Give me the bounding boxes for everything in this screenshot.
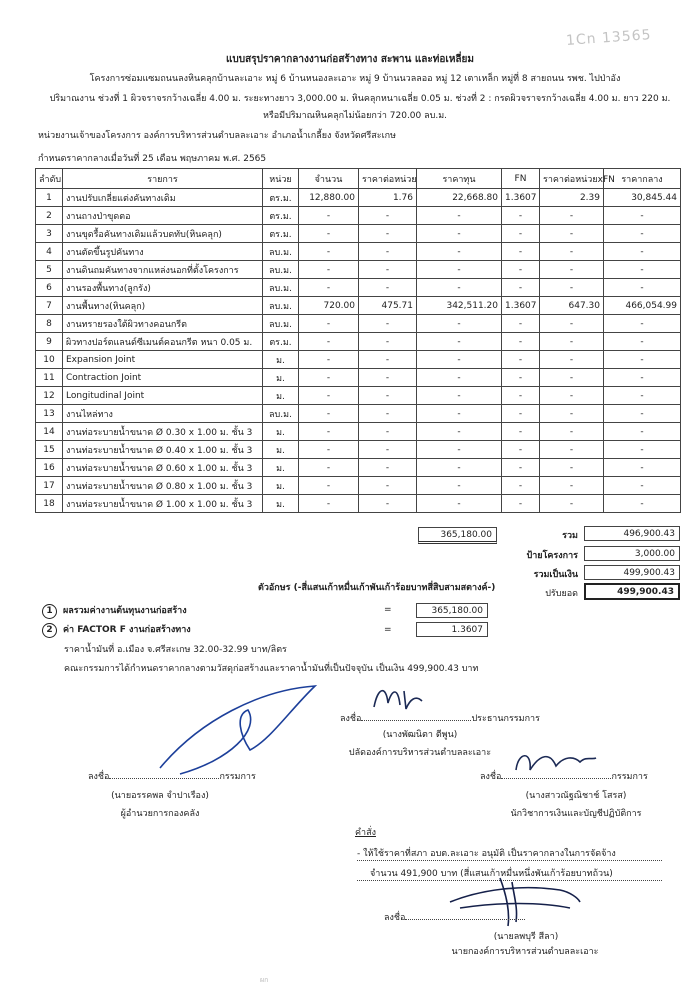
table-cell: - xyxy=(359,315,417,333)
executive-sign-line: ลงชื่อ xyxy=(384,910,525,924)
column-header: จำนวน xyxy=(299,169,359,189)
table-cell: - xyxy=(502,387,540,405)
table-cell: 16 xyxy=(36,459,63,477)
table-cell: - xyxy=(359,441,417,459)
table-row xyxy=(36,333,681,351)
table-cell: - xyxy=(540,369,604,387)
right-signer-name: (นางสาวณัฐณิชาช์ โสรส) xyxy=(525,791,627,801)
table-row xyxy=(36,225,681,243)
table-cell: ตร.ม. xyxy=(263,207,299,225)
table-cell: - xyxy=(502,261,540,279)
table-row xyxy=(36,405,681,423)
table-cell: - xyxy=(417,441,502,459)
column-header: รายการ xyxy=(63,169,263,189)
column-header: ราคาต่อหน่วยxFN xyxy=(540,169,604,189)
table-cell: - xyxy=(299,459,359,477)
price-date: กำหนดราคากลางเมื่อวันที่ 25 เดือน พฤษภาคม พ.ศ. 2565 xyxy=(38,154,267,164)
table-cell: งานท่อระบายน้ำขนาด Ø 0.60 x 1.00 ม. ชั้น 3 xyxy=(63,459,263,477)
table-cell: - xyxy=(417,369,502,387)
right-sign-line: ลงชื่อ กรรมการ xyxy=(480,772,648,782)
table-cell: ม. xyxy=(263,351,299,369)
table-row xyxy=(36,387,681,405)
table-cell: - xyxy=(299,333,359,351)
table-cell: - xyxy=(540,279,604,297)
document-title: แบบสรุปราคากลางงานก่อสร้างทาง สะพาน และท่อเหลี่ยม xyxy=(225,54,474,65)
table-cell: ลบ.ม. xyxy=(263,261,299,279)
table-cell: ม. xyxy=(263,387,299,405)
chair-position: ปลัดองค์การบริหารส่วนตำบลละเอาะ xyxy=(348,748,492,758)
table-cell: - xyxy=(417,423,502,441)
grand-label: รวมเป็นเงิน xyxy=(533,570,578,580)
table-cell: - xyxy=(359,261,417,279)
summary-eq-1: = xyxy=(384,605,392,615)
table-cell: - xyxy=(417,495,502,513)
table-cell: - xyxy=(359,477,417,495)
table-cell: - xyxy=(540,477,604,495)
round-value: 499,900.43 xyxy=(584,583,680,600)
table-cell: 10 xyxy=(36,351,63,369)
table-cell: - xyxy=(417,477,502,495)
table-row xyxy=(36,243,681,261)
table-cell: 647.30 xyxy=(540,297,604,315)
quantity-line-1: ปริมาณงาน ช่วงที่ 1 ผิวจราจรกว้างเฉลี่ย 4.00 ม. ระยะทางยาว 3,000.00 ม. หินคลุกหนาเฉลี่ย 0.05 ม. ช่วงที่ 2 : กรดผิวจราจรกว้างเฉลี่ย 4.00 ม. ยาว 220 ม. xyxy=(49,94,671,104)
table-cell: - xyxy=(540,333,604,351)
table-cell: - xyxy=(604,207,681,225)
table-cell: 342,511.20 xyxy=(417,297,502,315)
table-cell: 30,845.44 xyxy=(604,189,681,207)
table-cell: - xyxy=(417,261,502,279)
table-cell: งานทรายรองใต้ผิวทางคอนกรีต xyxy=(63,315,263,333)
table-cell: - xyxy=(604,495,681,513)
committee-note: คณะกรรมการได้กำหนดราคากลางตามวัสดุก่อสร้างและราคาน้ำมันที่เป็นปัจจุบัน เป็นเงิน 499,900.43 บาท xyxy=(64,664,479,674)
table-cell: 7 xyxy=(36,297,63,315)
table-row xyxy=(36,279,681,297)
table-cell: 12,880.00 xyxy=(299,189,359,207)
table-cell: - xyxy=(604,387,681,405)
table-cell: - xyxy=(540,351,604,369)
table-cell: ลบ.ม. xyxy=(263,279,299,297)
total-value: 496,900.43 xyxy=(584,526,680,541)
signature-chair xyxy=(368,681,428,715)
table-cell: - xyxy=(604,459,681,477)
table-cell: - xyxy=(502,333,540,351)
summary-item-1: 1 ผลรวมค่างานต้นทุนงานก่อสร้าง xyxy=(42,603,187,619)
table-cell: ผิวทางปอร์ตแลนด์ซีเมนต์คอนกรีต หนา 0.05 ม. xyxy=(63,333,263,351)
table-cell: - xyxy=(299,243,359,261)
table-cell: - xyxy=(299,369,359,387)
footer-mark: ผก xyxy=(260,976,269,984)
table-cell: งานพื้นทาง(หินคลุก) xyxy=(63,297,263,315)
table-cell: 12 xyxy=(36,387,63,405)
table-cell: - xyxy=(604,441,681,459)
table-cell: งานท่อระบายน้ำขนาด Ø 0.80 x 1.00 ม. ชั้น 3 xyxy=(63,477,263,495)
table-cell: - xyxy=(359,243,417,261)
order-line-1: - ให้ใช้ราคาที่สภา อบต.ละเอาะ อนุมัติ เป็นราคากลางในการจัดจ้าง xyxy=(357,849,616,859)
table-cell: 17 xyxy=(36,477,63,495)
table-cell: Longitudinal Joint xyxy=(63,387,263,405)
sign-label: ป้ายโครงการ xyxy=(526,551,578,561)
table-cell: - xyxy=(299,423,359,441)
table-cell: - xyxy=(604,261,681,279)
table-row xyxy=(36,495,681,513)
table-row xyxy=(36,207,681,225)
table-row xyxy=(36,459,681,477)
table-cell: - xyxy=(540,315,604,333)
order-title: คำสั่ง xyxy=(355,828,376,838)
table-cell: - xyxy=(417,207,502,225)
summary-value-1: 365,180.00 xyxy=(416,603,488,618)
cost-sum-box: 365,180.00 xyxy=(418,527,497,544)
chair-sign-line: ลงชื่อ ประธานกรรมการ xyxy=(340,714,540,724)
chair-name: (นางพัฒนิตา ตีพูน) xyxy=(382,730,458,740)
table-cell: ม. xyxy=(263,477,299,495)
table-cell: 4 xyxy=(36,243,63,261)
table-cell: - xyxy=(502,207,540,225)
table-cell: Expansion Joint xyxy=(63,351,263,369)
table-cell: 14 xyxy=(36,423,63,441)
table-row xyxy=(36,315,681,333)
table-cell: ตร.ม. xyxy=(263,333,299,351)
table-cell: - xyxy=(299,477,359,495)
table-cell: 2 xyxy=(36,207,63,225)
table-cell: งานขุดรื้อคันทางเดิมแล้วบดทับ(หินคลุก) xyxy=(63,225,263,243)
table-cell: - xyxy=(417,243,502,261)
table-cell: ม. xyxy=(263,459,299,477)
table-cell: ตร.ม. xyxy=(263,225,299,243)
column-header: หน่วย xyxy=(263,169,299,189)
oil-price-note: ราคาน้ำมันที่ อ.เมือง จ.ศรีสะเกษ 32.00-32.99 บาท/ลิตร xyxy=(64,645,287,655)
table-row xyxy=(36,477,681,495)
column-header: ลำดับ xyxy=(36,169,63,189)
table-cell: - xyxy=(540,207,604,225)
order-line-2: จำนวน 491,900 บาท (สี่แสนเก้าหมื่นหนึ่งพันเก้าร้อยบาทถ้วน) xyxy=(370,869,613,879)
table-cell: - xyxy=(502,423,540,441)
cost-table xyxy=(35,168,681,513)
table-cell: - xyxy=(417,279,502,297)
table-row xyxy=(36,423,681,441)
table-cell: - xyxy=(604,225,681,243)
table-cell: - xyxy=(359,369,417,387)
table-cell: - xyxy=(502,243,540,261)
table-cell: - xyxy=(540,441,604,459)
table-cell: 466,054.99 xyxy=(604,297,681,315)
table-cell: งานท่อระบายน้ำขนาด Ø 1.00 x 1.00 ม. ชั้น 3 xyxy=(63,495,263,513)
table-cell: - xyxy=(540,405,604,423)
left-sign-line: ลงชื่อ กรรมการ xyxy=(88,772,256,782)
table-cell: - xyxy=(502,351,540,369)
table-cell: - xyxy=(359,423,417,441)
table-cell: ลบ.ม. xyxy=(263,297,299,315)
table-cell: - xyxy=(359,333,417,351)
table-cell: - xyxy=(604,369,681,387)
table-cell: - xyxy=(417,351,502,369)
executive-name: (นายลพบุรี สีลา) xyxy=(493,932,559,942)
table-cell: 1 xyxy=(36,189,63,207)
table-cell: - xyxy=(299,495,359,513)
column-header: ราคากลาง xyxy=(604,169,681,189)
table-cell: ลบ.ม. xyxy=(263,243,299,261)
number-circle: 1 xyxy=(42,604,57,619)
table-cell: - xyxy=(359,387,417,405)
left-signer-position: ผู้อำนวยการกองคลัง xyxy=(120,809,200,819)
table-cell: งานไหล่ทาง xyxy=(63,405,263,423)
table-cell: 1.3607 xyxy=(502,189,540,207)
table-cell: ลบ.ม. xyxy=(263,315,299,333)
table-cell: - xyxy=(359,459,417,477)
table-cell: 1.76 xyxy=(359,189,417,207)
column-header: FN xyxy=(502,169,540,189)
table-row xyxy=(36,189,681,207)
table-cell: 475.71 xyxy=(359,297,417,315)
table-cell: - xyxy=(299,351,359,369)
table-cell: ม. xyxy=(263,423,299,441)
table-row xyxy=(36,297,681,315)
table-cell: 3 xyxy=(36,225,63,243)
table-cell: - xyxy=(359,405,417,423)
quantity-line-2: หรือมีปริมาณหินคลุกไม่น้อยกว่า 720.00 ลบ.ม. xyxy=(263,111,447,121)
column-header: ราคาต่อหน่วย xyxy=(359,169,417,189)
table-cell: - xyxy=(540,459,604,477)
table-cell: งานถางป่าขุดตอ xyxy=(63,207,263,225)
table-cell: 6 xyxy=(36,279,63,297)
table-cell: - xyxy=(299,387,359,405)
table-cell: 11 xyxy=(36,369,63,387)
table-cell: - xyxy=(359,207,417,225)
table-cell: - xyxy=(502,279,540,297)
left-signer-name: (นายอรรคพล จำปาเรือง) xyxy=(111,791,209,801)
table-cell: - xyxy=(540,243,604,261)
table-cell: - xyxy=(299,405,359,423)
table-cell: - xyxy=(299,441,359,459)
table-row xyxy=(36,261,681,279)
table-cell: งานรองพื้นทาง(ลูกรัง) xyxy=(63,279,263,297)
table-cell: 9 xyxy=(36,333,63,351)
project-name: โครงการซ่อมแซมถนนลงหินคลุกบ้านละเอาะ หมู่ 6 บ้านหนองละเอาะ หมู่ 9 บ้านนวลลออ หมู่ 12 เตาเหล็ก หมู่ที่ 8 สายถนน รพช. ไปป่าอัง xyxy=(89,74,621,84)
table-cell: - xyxy=(299,261,359,279)
table-cell: - xyxy=(604,243,681,261)
table-cell: - xyxy=(417,315,502,333)
right-signer-position: นักวิชาการเงินและบัญชีปฏิบัติการ xyxy=(510,809,642,819)
table-cell: - xyxy=(502,369,540,387)
table-cell: - xyxy=(299,279,359,297)
table-cell: - xyxy=(417,387,502,405)
table-cell: - xyxy=(540,261,604,279)
table-cell: - xyxy=(502,405,540,423)
table-cell: - xyxy=(359,225,417,243)
table-cell: 8 xyxy=(36,315,63,333)
signature-scribble-left xyxy=(140,680,340,780)
table-cell: 22,668.80 xyxy=(417,189,502,207)
summary-item-2: 2 ค่า FACTOR F งานก่อสร้างทาง xyxy=(42,622,191,638)
table-cell: - xyxy=(604,333,681,351)
round-label: ปรับยอด xyxy=(545,589,578,599)
table-cell: 720.00 xyxy=(299,297,359,315)
table-cell: - xyxy=(502,495,540,513)
table-cell: - xyxy=(299,315,359,333)
table-cell: - xyxy=(299,225,359,243)
grand-value: 499,900.43 xyxy=(584,565,680,580)
table-cell: - xyxy=(417,333,502,351)
table-cell: - xyxy=(604,423,681,441)
table-cell: - xyxy=(417,225,502,243)
executive-position: นายกองค์การบริหารส่วนตำบลละเอาะ xyxy=(451,947,599,957)
table-cell: - xyxy=(502,477,540,495)
table-row xyxy=(36,441,681,459)
table-cell: งานท่อระบายน้ำขนาด Ø 0.30 x 1.00 ม. ชั้น 3 xyxy=(63,423,263,441)
table-cell: ม. xyxy=(263,441,299,459)
table-cell: ม. xyxy=(263,369,299,387)
amount-in-words: ตัวอักษร (-สี่แสนเก้าหมื่นเก้าพันเก้าร้อยบาทสี่สิบสามสตางค์-) xyxy=(258,583,496,593)
table-cell: งานปรับเกลี่ยแต่งคันทางเดิม xyxy=(63,189,263,207)
table-cell: - xyxy=(604,477,681,495)
total-label: รวม xyxy=(562,531,578,541)
table-cell: - xyxy=(417,405,502,423)
table-cell: - xyxy=(502,225,540,243)
table-cell: - xyxy=(417,459,502,477)
table-cell: - xyxy=(604,351,681,369)
table-cell: - xyxy=(540,387,604,405)
table-cell: ลบ.ม. xyxy=(263,405,299,423)
table-row xyxy=(36,351,681,369)
table-cell: ตร.ม. xyxy=(263,189,299,207)
table-cell: 15 xyxy=(36,441,63,459)
column-header: ราคาทุน xyxy=(417,169,502,189)
number-circle: 2 xyxy=(42,623,57,638)
table-cell: - xyxy=(359,495,417,513)
table-cell: - xyxy=(604,279,681,297)
summary-eq-2: = xyxy=(384,625,392,635)
table-cell: งานตัดขึ้นรูปคันทาง xyxy=(63,243,263,261)
table-cell: 5 xyxy=(36,261,63,279)
table-cell: - xyxy=(502,315,540,333)
table-header-row xyxy=(36,169,681,189)
table-cell: - xyxy=(540,225,604,243)
table-cell: - xyxy=(540,423,604,441)
table-cell: 13 xyxy=(36,405,63,423)
table-cell: งานท่อระบายน้ำขนาด Ø 0.40 x 1.00 ม. ชั้น 3 xyxy=(63,441,263,459)
table-cell: ม. xyxy=(263,495,299,513)
table-cell: 1.3607 xyxy=(502,297,540,315)
table-cell: - xyxy=(502,459,540,477)
handwritten-stamp: 1Cn 13565 xyxy=(565,27,653,49)
table-row xyxy=(36,369,681,387)
table-cell: 18 xyxy=(36,495,63,513)
sign-value: 3,000.00 xyxy=(584,546,680,561)
table-cell: - xyxy=(604,315,681,333)
table-cell: - xyxy=(359,351,417,369)
table-cell: - xyxy=(604,405,681,423)
table-cell: - xyxy=(502,441,540,459)
table-cell: งานดินถมคันทางจากแหล่งนอกที่ตั้งโครงการ xyxy=(63,261,263,279)
table-cell: 2.39 xyxy=(540,189,604,207)
table-cell: Contraction Joint xyxy=(63,369,263,387)
summary-value-2: 1.3607 xyxy=(416,622,488,637)
table-cell: - xyxy=(540,495,604,513)
table-cell: - xyxy=(359,279,417,297)
agency-line: หน่วยงานเจ้าของโครงการ องค์การบริหารส่วนตำบลละเอาะ อำเภอน้ำเกลี้ยง จังหวัดศรีสะเกษ xyxy=(38,131,397,141)
table-cell: - xyxy=(299,207,359,225)
